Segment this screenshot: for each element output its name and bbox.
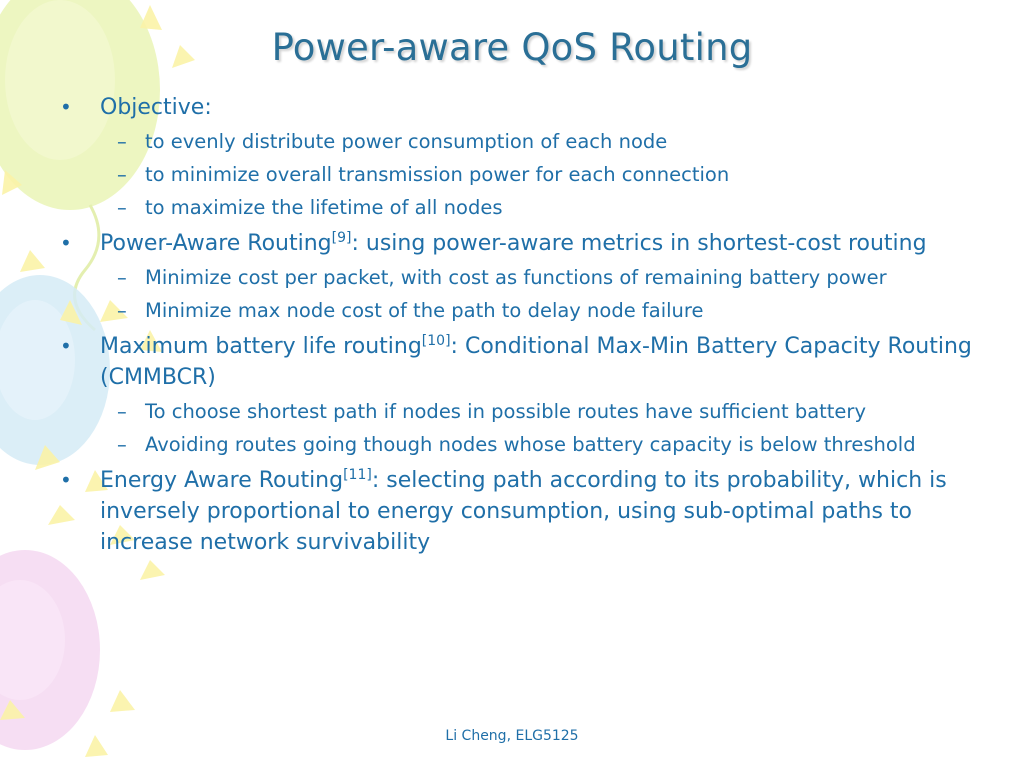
bullet-text: Energy Aware Routing bbox=[100, 468, 344, 493]
dash-icon: – bbox=[117, 299, 127, 322]
citation-ref: [11] bbox=[343, 467, 372, 483]
bullet-item bbox=[60, 228, 980, 259]
sub-bullet-item bbox=[60, 398, 980, 426]
sub-bullet-text: Minimize max node cost of the path to delay node failure bbox=[145, 299, 704, 322]
sub-bullet-item bbox=[60, 194, 980, 222]
bullet-item bbox=[60, 92, 980, 123]
dash-icon: – bbox=[117, 130, 127, 153]
citation-ref: [9] bbox=[331, 230, 352, 246]
sub-bullet-text: to maximize the lifetime of all nodes bbox=[145, 196, 503, 219]
sub-bullet-text: to evenly distribute power consumption of each node bbox=[145, 130, 668, 153]
bullet-text: Maximum battery life routing bbox=[100, 334, 422, 359]
bullet-text: Objective: bbox=[100, 95, 212, 120]
sub-bullet-text: To choose shortest path if nodes in possible routes have sufficient battery bbox=[145, 400, 866, 423]
sub-bullet-item bbox=[60, 128, 980, 156]
sub-bullet-item bbox=[60, 297, 980, 325]
bullet-item bbox=[60, 331, 980, 393]
bullet-icon: • bbox=[60, 334, 72, 358]
dash-icon: – bbox=[117, 196, 127, 219]
dash-icon: – bbox=[117, 400, 127, 423]
dash-icon: – bbox=[117, 163, 127, 186]
bullet-icon: • bbox=[60, 468, 72, 492]
bullet-icon: • bbox=[60, 231, 72, 255]
dash-icon: – bbox=[117, 266, 127, 289]
sub-bullet-text: Avoiding routes going though nodes whose battery capacity is below threshold bbox=[145, 433, 916, 456]
sub-bullet-text: Minimize cost per packet, with cost as functions of remaining battery power bbox=[145, 266, 887, 289]
bullet-text-continued: : Conditional Max-Min Battery Capacity Routing (CMMBCR) bbox=[100, 334, 972, 390]
sub-bullet-item bbox=[60, 431, 980, 459]
bullet-text-continued: : using power-aware metrics in shortest-cost routing bbox=[351, 231, 927, 256]
sub-bullet-item bbox=[60, 264, 980, 292]
slide-title: Power-aware QoS Routing bbox=[271, 26, 753, 69]
sub-bullet-item bbox=[60, 161, 980, 189]
sub-bullet-text: to minimize overall transmission power for each connection bbox=[145, 163, 730, 186]
bullet-icon: • bbox=[60, 95, 72, 119]
dash-icon: – bbox=[117, 433, 127, 456]
bullet-text: Power-Aware Routing bbox=[100, 231, 332, 256]
bullet-text-continued: : selecting path according to its probability, which is inversely proportional to energy consumption, using sub-optimal paths to increase network survivability bbox=[100, 468, 947, 555]
slide-content bbox=[60, 92, 980, 558]
slide-footer: Li Cheng, ELG5125 bbox=[445, 728, 579, 744]
citation-ref: [10] bbox=[421, 333, 451, 349]
bullet-item bbox=[60, 465, 980, 558]
